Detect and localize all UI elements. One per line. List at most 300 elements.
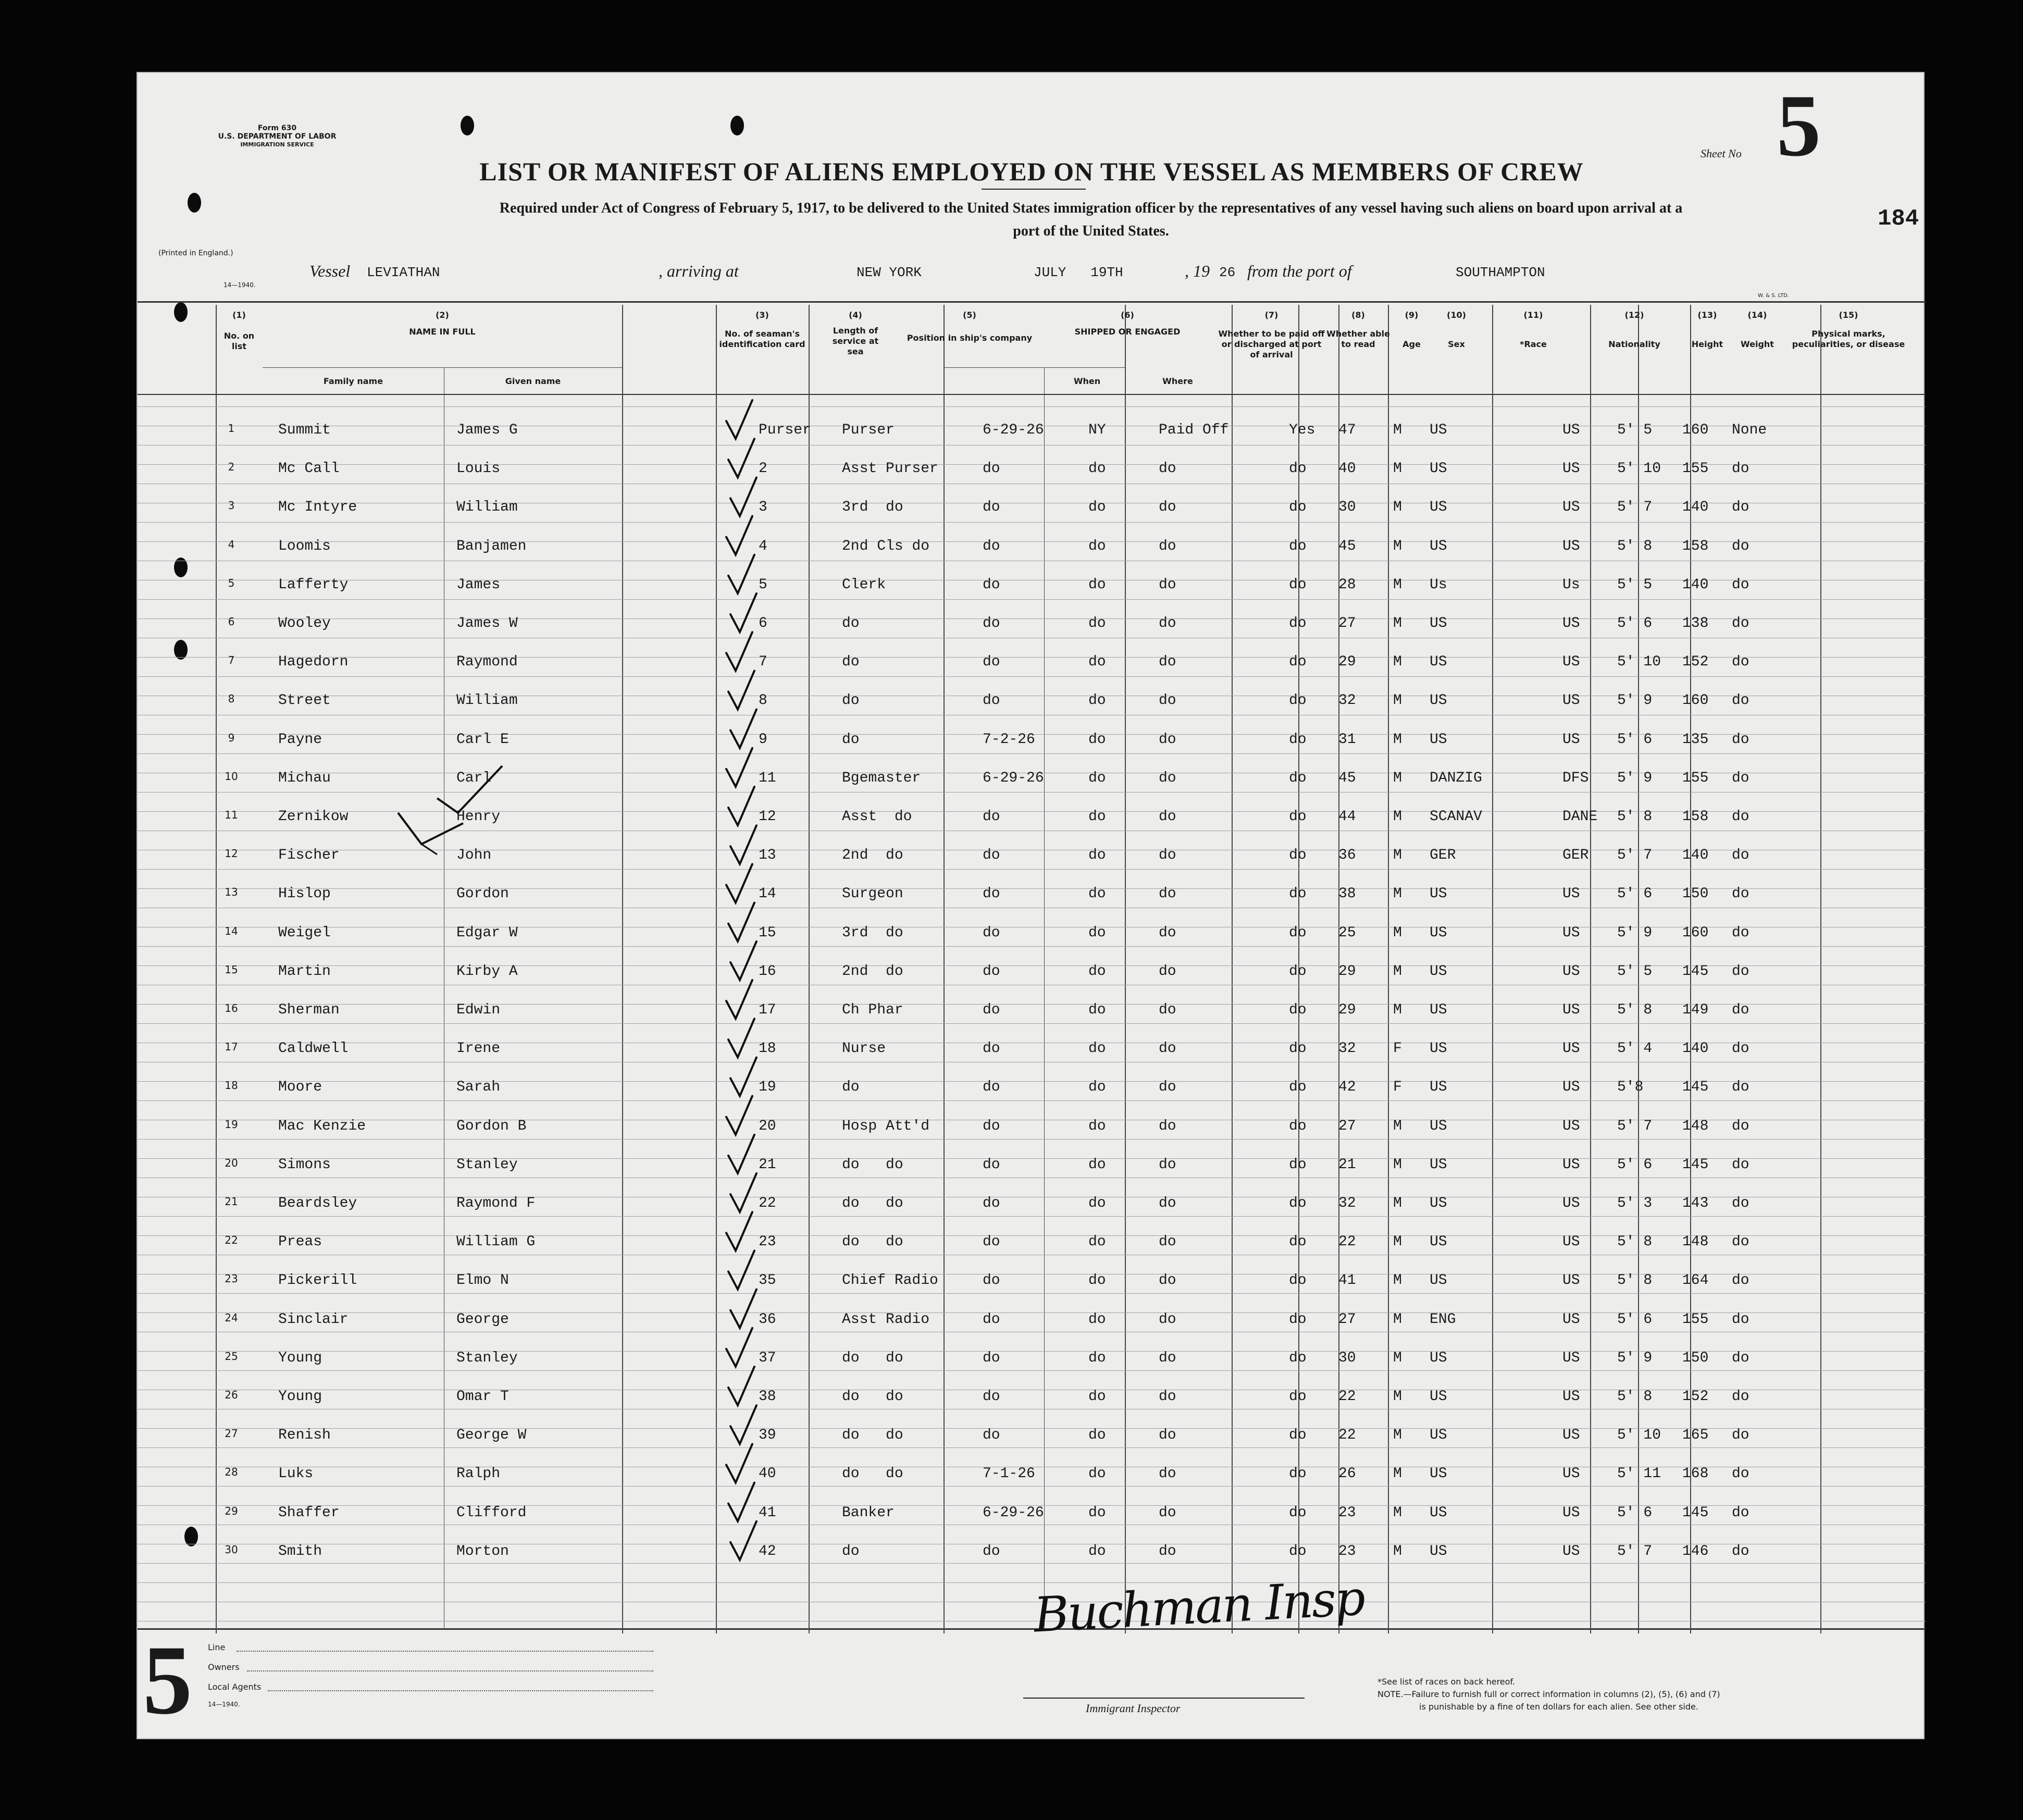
physical-marks: do: [1732, 1156, 1749, 1173]
able-to-read: do: [1289, 1234, 1307, 1251]
id-card-number: 9: [759, 731, 767, 748]
physical-marks: do: [1732, 692, 1749, 709]
nationality: GER: [1562, 847, 1589, 864]
paid-off: do: [1159, 576, 1176, 593]
height: 5' 9: [1617, 692, 1653, 709]
age: 36: [1338, 847, 1356, 864]
sex: M: [1393, 499, 1402, 516]
position: do do: [842, 1234, 903, 1251]
shipped-where: do: [1088, 1079, 1106, 1096]
family-name: Sinclair: [278, 1311, 349, 1328]
paid-off: do: [1159, 963, 1176, 980]
shipped-when: do: [983, 461, 1000, 477]
shipped-when: do: [983, 1272, 1000, 1289]
shipped-when: do: [983, 576, 1000, 593]
race: US: [1430, 1079, 1447, 1096]
row-number: 3: [228, 499, 235, 512]
sex: M: [1393, 422, 1402, 438]
shipped-where: do: [1088, 1234, 1106, 1251]
owners-field: [247, 1670, 653, 1672]
nationality: US: [1562, 692, 1580, 709]
given-name: Raymond F: [456, 1195, 536, 1211]
sex: M: [1393, 847, 1402, 864]
sex: F: [1393, 1079, 1402, 1096]
physical-marks: do: [1732, 576, 1749, 593]
check-mark-icon: [398, 813, 463, 844]
subtitle-line-2: port of the United States.: [1013, 223, 1169, 239]
physical-marks: do: [1732, 1195, 1749, 1211]
id-card-number: 4: [759, 538, 767, 554]
race: US: [1430, 1118, 1447, 1134]
col-10-header: Sex: [1448, 339, 1465, 349]
shipped-where: do: [1088, 731, 1106, 748]
row-number: 24: [225, 1311, 238, 1324]
weight: 150: [1682, 886, 1709, 902]
shipped-when: do: [983, 847, 1000, 864]
check-mark-icon: [726, 1328, 752, 1367]
weight: 145: [1682, 963, 1709, 980]
check-mark-icon: [728, 1135, 754, 1173]
col-3-number: (3): [755, 310, 769, 320]
sex: M: [1393, 1349, 1402, 1366]
paid-off: do: [1159, 809, 1176, 825]
shipped-when: do: [983, 499, 1000, 516]
family-name: Mc Call: [278, 461, 340, 477]
height: 5' 7: [1617, 1118, 1653, 1134]
family-name: Shaffer: [278, 1504, 340, 1521]
row-number: 8: [228, 692, 235, 705]
able-to-read: do: [1289, 1195, 1307, 1211]
row-number: 4: [228, 538, 235, 551]
given-name: Sarah: [456, 1079, 501, 1096]
family-name: Loomis: [278, 538, 331, 554]
check-mark-icon: [728, 1367, 754, 1405]
able-to-read: do: [1289, 576, 1307, 593]
able-to-read: do: [1289, 1427, 1307, 1444]
able-to-read: do: [1289, 1466, 1307, 1482]
physical-marks: do: [1732, 963, 1749, 980]
physical-marks: do: [1732, 1543, 1749, 1559]
position: Banker: [842, 1504, 895, 1521]
paid-off: do: [1159, 1118, 1176, 1134]
race: US: [1430, 1427, 1447, 1444]
given-name: Morton: [456, 1543, 509, 1559]
position: 2nd Cls do: [842, 538, 930, 554]
shipped-when: do: [983, 924, 1000, 941]
family-name: Caldwell: [278, 1041, 349, 1057]
id-card-number: 42: [759, 1543, 776, 1559]
footer-notes: [1377, 1676, 1898, 1713]
race: US: [1430, 692, 1447, 709]
position: do do: [842, 1427, 903, 1444]
shipped-when: do: [983, 809, 1000, 825]
weight: 152: [1682, 654, 1709, 671]
able-to-read: do: [1289, 615, 1307, 632]
nationality: US: [1562, 924, 1580, 941]
check-mark-icon: [726, 516, 752, 555]
race: US: [1430, 731, 1447, 748]
age: 29: [1338, 1002, 1356, 1018]
able-to-read: do: [1289, 461, 1307, 477]
check-mark-icon: [730, 710, 756, 748]
row-number: 22: [225, 1234, 238, 1247]
sex: M: [1393, 924, 1402, 941]
id-card-number: 18: [759, 1041, 776, 1057]
paid-off: Paid Off: [1159, 422, 1229, 438]
position: Nurse: [842, 1041, 886, 1057]
given-name: Louis: [456, 461, 501, 477]
race: US: [1430, 1504, 1447, 1521]
shipped-when: do: [983, 1195, 1000, 1211]
check-mark-icon: [730, 825, 756, 864]
row-number: 26: [225, 1389, 238, 1401]
given-name: John: [456, 847, 492, 864]
weight: 149: [1682, 1002, 1709, 1018]
shipped-when: do: [983, 1427, 1000, 1444]
height: 5' 11: [1617, 1466, 1661, 1482]
given-name: James W: [456, 615, 518, 632]
nationality: US: [1562, 1118, 1580, 1134]
col-7-header: Whether to be paid off or discharged at port of arrival: [1218, 329, 1325, 360]
year-prefix: , 19: [1185, 262, 1210, 280]
height: 5' 4: [1617, 1041, 1653, 1057]
shipped-when: do: [983, 1118, 1000, 1134]
physical-marks: do: [1732, 538, 1749, 554]
paid-off: do: [1159, 1195, 1176, 1211]
given-name: Omar T: [456, 1389, 509, 1405]
position: Hosp Att'd: [842, 1118, 930, 1134]
check-mark-icon: [726, 864, 752, 902]
id-card-number: Purser: [759, 422, 811, 438]
position: do do: [842, 1389, 903, 1405]
row-number: 18: [225, 1079, 238, 1092]
sex: M: [1393, 1002, 1402, 1018]
shipped-when: do: [983, 615, 1000, 632]
id-card-number: 21: [759, 1156, 776, 1173]
col-2-number: (2): [436, 310, 449, 320]
col-12-number: (12): [1624, 310, 1644, 320]
height: 5' 9: [1617, 770, 1653, 786]
position: Purser: [842, 422, 895, 438]
shipped-when: do: [983, 654, 1000, 671]
nationality: DANE: [1562, 809, 1598, 825]
family-name: Luks: [278, 1466, 314, 1482]
id-card-number: 15: [759, 924, 776, 941]
row-number: 2: [228, 461, 235, 474]
col-13-number: (13): [1697, 310, 1717, 320]
age: 23: [1338, 1504, 1356, 1521]
sex: M: [1393, 731, 1402, 748]
family-name: Young: [278, 1389, 322, 1405]
nationality: Us: [1562, 576, 1580, 593]
given-name: Edgar W: [456, 924, 518, 941]
weight: 164: [1682, 1272, 1709, 1289]
sheet-number-large: 5: [143, 1626, 192, 1735]
check-mark-icon: [726, 400, 752, 439]
paid-off: do: [1159, 1002, 1176, 1018]
able-to-read: do: [1289, 1543, 1307, 1559]
col-4-number: (4): [849, 310, 862, 320]
row-number: 10: [225, 770, 238, 783]
shipped-when: do: [983, 538, 1000, 554]
shipped-where: do: [1088, 1002, 1106, 1018]
paid-off: do: [1159, 654, 1176, 671]
age: 31: [1338, 731, 1356, 748]
row-number: 7: [228, 654, 235, 667]
nationality: US: [1562, 461, 1580, 477]
id-card-number: 8: [759, 692, 767, 709]
nationality: US: [1562, 1311, 1580, 1328]
position: do do: [842, 1466, 903, 1482]
id-card-number: 36: [759, 1311, 776, 1328]
arriving-label: , arriving at: [659, 262, 739, 280]
race: US: [1430, 1543, 1447, 1559]
check-mark-icon: [728, 1251, 754, 1289]
physical-marks: do: [1732, 1349, 1749, 1366]
paid-off: do: [1159, 1041, 1176, 1057]
physical-marks: do: [1732, 731, 1749, 748]
col-11-header: *Race: [1520, 339, 1547, 349]
check-mark-icon: [728, 439, 754, 477]
physical-marks: do: [1732, 847, 1749, 864]
shipped-where: do: [1088, 538, 1106, 554]
id-card-number: 41: [759, 1504, 776, 1521]
sex: M: [1393, 1272, 1402, 1289]
nationality: US: [1562, 1195, 1580, 1211]
race: US: [1430, 1002, 1447, 1018]
physical-marks: do: [1732, 809, 1749, 825]
sex: M: [1393, 1389, 1402, 1405]
paid-off: do: [1159, 1349, 1176, 1366]
race: US: [1430, 654, 1447, 671]
shipped-where: do: [1088, 1118, 1106, 1134]
weight: 140: [1682, 576, 1709, 593]
position: Asst Radio: [842, 1311, 930, 1328]
sex: F: [1393, 1041, 1402, 1057]
weight: 148: [1682, 1118, 1709, 1134]
family-name: Sherman: [278, 1002, 340, 1018]
col-14-header: Weight: [1741, 339, 1774, 349]
department-name: U.S. DEPARTMENT OF LABOR: [218, 132, 337, 141]
age: 28: [1338, 576, 1356, 593]
family-name: Martin: [278, 963, 331, 980]
sex: M: [1393, 615, 1402, 632]
shipped-when: do: [983, 1002, 1000, 1018]
nationality: US: [1562, 422, 1580, 438]
check-mark-icon: [728, 555, 754, 593]
paid-off: do: [1159, 1079, 1176, 1096]
row-number: 5: [228, 576, 235, 589]
able-to-read: do: [1289, 886, 1307, 902]
given-name: Henry: [456, 809, 501, 825]
height: 5' 6: [1617, 1311, 1653, 1328]
col-12-header: Nationality: [1608, 339, 1660, 349]
weight: 158: [1682, 809, 1709, 825]
paid-off: do: [1159, 1156, 1176, 1173]
age: 42: [1338, 1079, 1356, 1096]
check-mark-icon: [421, 844, 437, 855]
check-mark-icon: [728, 671, 754, 709]
check-mark-icon: [728, 787, 754, 825]
height: 5' 10: [1617, 1427, 1661, 1444]
shipped-when: 7-2-26: [983, 731, 1035, 748]
given-name: Edwin: [456, 1002, 501, 1018]
page-title: LIST OR MANIFEST OF ALIENS EMPLOYED ON THE VESSEL AS MEMBERS OF CREW: [479, 157, 1584, 186]
race: US: [1430, 924, 1447, 941]
paid-off: do: [1159, 770, 1176, 786]
paid-off: do: [1159, 499, 1176, 516]
shipped-where: NY: [1088, 422, 1106, 438]
age: 38: [1338, 886, 1356, 902]
height: 5' 9: [1617, 1349, 1653, 1366]
departure-port: SOUTHAMPTON: [1456, 265, 1545, 280]
race: US: [1430, 1234, 1447, 1251]
weight: 168: [1682, 1466, 1709, 1482]
family-name: Summit: [278, 422, 331, 438]
sex: M: [1393, 576, 1402, 593]
height: 5' 5: [1617, 422, 1653, 438]
service-name: IMMIGRATION SERVICE: [240, 141, 314, 148]
height: 5' 10: [1617, 654, 1661, 671]
given-name: Kirby A: [456, 963, 518, 980]
paid-off: do: [1159, 924, 1176, 941]
able-to-read: do: [1289, 924, 1307, 941]
physical-marks: do: [1732, 1427, 1749, 1444]
col-2a-header: Family name: [323, 376, 383, 386]
given-name: William: [456, 499, 518, 516]
race: US: [1430, 886, 1447, 902]
race: GER: [1430, 847, 1456, 864]
able-to-read: do: [1289, 1041, 1307, 1057]
check-mark-icon: [728, 1483, 754, 1521]
row-number: 9: [228, 731, 235, 744]
shipped-where: do: [1088, 1156, 1106, 1173]
row-number: 17: [225, 1041, 238, 1054]
row-number: 15: [225, 963, 238, 976]
nationality: US: [1562, 1389, 1580, 1405]
given-name: James G: [456, 422, 518, 438]
height: 5' 8: [1617, 1234, 1653, 1251]
physical-marks: do: [1732, 1041, 1749, 1057]
age: 29: [1338, 963, 1356, 980]
age: 32: [1338, 692, 1356, 709]
check-mark-icon: [726, 1096, 752, 1135]
able-to-read: do: [1289, 1002, 1307, 1018]
age: 21: [1338, 1156, 1356, 1173]
physical-marks: do: [1732, 1272, 1749, 1289]
col-4-header: Length of service at sea: [832, 326, 879, 356]
age: 47: [1338, 422, 1356, 438]
sex: M: [1393, 1118, 1402, 1134]
col-3-header: No. of seaman's identification card: [719, 329, 805, 349]
col-6a-header: When: [1073, 376, 1101, 386]
paid-off: do: [1159, 1504, 1176, 1521]
shipped-where: do: [1088, 1349, 1106, 1366]
given-name: Gordon: [456, 886, 509, 902]
height: 5' 6: [1617, 1504, 1653, 1521]
inspector-signature: Buchman Insp: [1032, 1570, 1366, 1643]
check-mark-icon: [730, 1521, 756, 1560]
id-card-number: 37: [759, 1349, 776, 1366]
physical-marks: do: [1732, 886, 1749, 902]
given-name: George W: [456, 1427, 527, 1444]
weight: 160: [1682, 422, 1709, 438]
physical-marks: do: [1732, 1466, 1749, 1482]
id-card-number: 16: [759, 963, 776, 980]
form-label: Form 630: [257, 124, 297, 132]
col-2-header: NAME IN FULL: [409, 327, 476, 337]
shipped-where: do: [1088, 963, 1106, 980]
able-to-read: do: [1289, 1389, 1307, 1405]
col-7-number: (7): [1264, 310, 1279, 320]
age: 27: [1338, 615, 1356, 632]
race: US: [1430, 1195, 1447, 1211]
check-mark-icon: [726, 748, 752, 787]
able-to-read: do: [1289, 1311, 1307, 1328]
col-5-header: Position in ship's company: [907, 333, 1033, 343]
given-name: Banjamen: [456, 538, 527, 554]
printer-mark: W. & S. LTD.: [1758, 293, 1789, 299]
note-penalty-1: NOTE.—Failure to furnish full or correct information in columns (2), (5), (6) and (7): [1377, 1689, 1720, 1699]
race: US: [1430, 461, 1447, 477]
shipped-when: 6-29-26: [983, 1504, 1044, 1521]
family-name: Michau: [278, 770, 331, 786]
subtitle-line-1: Required under Act of Congress of February 5, 1917, to be delivered to the United States immigration officer by the representatives of any vessel having such aliens on board upon arrival at a: [499, 200, 1683, 216]
sex: M: [1393, 1543, 1402, 1559]
given-name: Elmo N: [456, 1272, 509, 1289]
shipped-where: do: [1088, 1272, 1106, 1289]
nationality: US: [1562, 1002, 1580, 1018]
row-number: 14: [225, 924, 238, 937]
row-number: 30: [225, 1543, 238, 1556]
weight: 145: [1682, 1079, 1709, 1096]
col-5-number: (5): [963, 310, 976, 320]
id-card-number: 20: [759, 1118, 776, 1134]
shipped-where: do: [1088, 1543, 1106, 1559]
physical-marks: do: [1732, 1118, 1749, 1134]
height: 5' 7: [1617, 1543, 1653, 1559]
able-to-read: do: [1289, 963, 1307, 980]
stamp-number: 184: [1878, 206, 1919, 232]
shipped-where: do: [1088, 1504, 1106, 1521]
col-8-number: (8): [1351, 310, 1365, 320]
given-name: Stanley: [456, 1156, 518, 1173]
id-card-number: 23: [759, 1234, 776, 1251]
paid-off: do: [1159, 1427, 1176, 1444]
family-name: Young: [278, 1349, 322, 1366]
weight: 146: [1682, 1543, 1709, 1559]
given-name: Gordon B: [456, 1118, 527, 1134]
family-name: Mac Kenzie: [278, 1118, 366, 1134]
age: 32: [1338, 1195, 1356, 1211]
note-penalty-2: is punishable by a fine of ten dollars for each alien. See other side.: [1419, 1702, 1698, 1712]
paid-off: do: [1159, 731, 1176, 748]
nationality: US: [1562, 538, 1580, 554]
id-card-number: 2: [759, 461, 767, 477]
shipped-where: do: [1088, 1389, 1106, 1405]
nationality: US: [1562, 886, 1580, 902]
height: 5' 6: [1617, 615, 1653, 632]
id-card-number: 14: [759, 886, 776, 902]
race: US: [1430, 1156, 1447, 1173]
row-number: 20: [225, 1156, 238, 1169]
physical-marks: do: [1732, 1504, 1749, 1521]
position: do: [842, 654, 860, 671]
nationality: US: [1562, 1234, 1580, 1251]
family-name: Zernikow: [278, 809, 349, 825]
col-11-number: (11): [1523, 310, 1543, 320]
note-races: *See list of races on back hereof.: [1377, 1677, 1515, 1687]
